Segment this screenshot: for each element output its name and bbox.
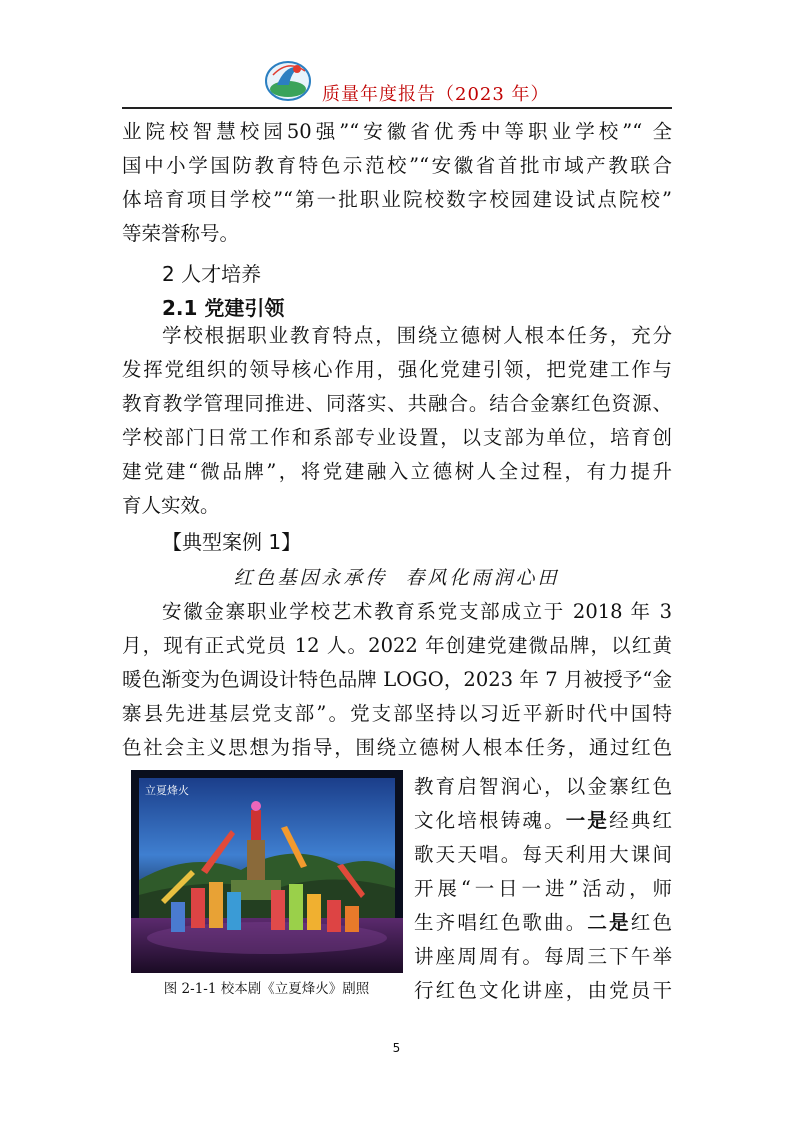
- text-line: 行红色文化讲座，由党员干: [414, 979, 672, 1002]
- text-line: 学校部门日常工作和系部专业设置，以支部为单位，培育创: [122, 426, 672, 449]
- page-number: 5: [392, 1041, 401, 1055]
- text-line: 教育教学管理同推进、同落实、共融合。结合金寨红色资源、: [122, 392, 672, 415]
- intro-paragraph: [122, 115, 672, 251]
- text-line: 月，现有正式党员 12 人。2022 年创建党建微品牌，以红黄: [122, 634, 672, 657]
- case-tag: 【典型案例 1】: [162, 530, 302, 554]
- text-line: 开展“一日一进”活动，师: [414, 877, 672, 900]
- text-line: 业院校智慧校园50强”“安徽省优秀中等职业学校”“ 全: [122, 120, 672, 143]
- emphasis-one: 一是: [565, 809, 610, 832]
- case-paragraph-continued: [414, 770, 672, 1008]
- text-line: 国中小学国防教育特色示范校”“安徽省首批市域产教联合: [122, 154, 672, 177]
- stage-photo: [131, 770, 403, 973]
- text-line: 色社会主义思想为指导，围绕立德树人根本任务，通过红色: [122, 736, 672, 759]
- photo-caption: 图 2-1-1 校本剧《立夏烽火》剧照: [163, 981, 370, 997]
- text-line: 建党建“微品牌”，将党建融入立德树人全过程，有力提升: [122, 460, 672, 483]
- text-line: 等荣誉称号。: [122, 222, 240, 245]
- text-line: 育人实效。: [122, 494, 220, 517]
- text-line: 体培育项目学校”“第一批职业院校数字校园建设试点院校”: [122, 188, 672, 211]
- text-line: 歌天天唱。每天利用大课间: [414, 843, 672, 866]
- text-line: 讲座周周有。每周三下午举: [414, 945, 672, 968]
- emphasis-two: 二是: [587, 911, 631, 934]
- header-divider: [122, 107, 672, 109]
- text-line: 生齐唱红色歌曲。二是红色: [414, 911, 672, 934]
- text-line: 安徽金寨职业学校艺术教育系党支部成立于 2018 年 3: [162, 600, 672, 623]
- text-line: 发挥党组织的领导核心作用，强化党建引领，把党建工作与: [122, 358, 672, 381]
- text-line: 学校根据职业教育特点，围绕立德树人根本任务，充分: [162, 324, 672, 347]
- school-emblem-icon: [263, 55, 313, 103]
- text-line: 暖色渐变为色调设计特色品牌 LOGO，2023 年 7 月被授予“金: [122, 668, 672, 691]
- photo-overlay-label: 立夏烽火: [145, 784, 189, 797]
- text-line: 教育启智润心，以金寨红色: [414, 775, 672, 798]
- case-title: 红色基因永承传 春风化雨润心田: [233, 567, 560, 589]
- text-line: 文化培根铸魂。一是经典红: [414, 809, 672, 832]
- text-line: 寨县先进基层党支部”。党支部坚持以习近平新时代中国特: [122, 702, 672, 725]
- case-paragraph: [122, 595, 672, 765]
- party-building-paragraph: [122, 319, 672, 523]
- report-header-title: 质量年度报告（2023 年）: [322, 84, 550, 105]
- section-heading: 2 人才培养: [162, 262, 262, 286]
- subsection-heading: 2.1 党建引领: [162, 296, 285, 320]
